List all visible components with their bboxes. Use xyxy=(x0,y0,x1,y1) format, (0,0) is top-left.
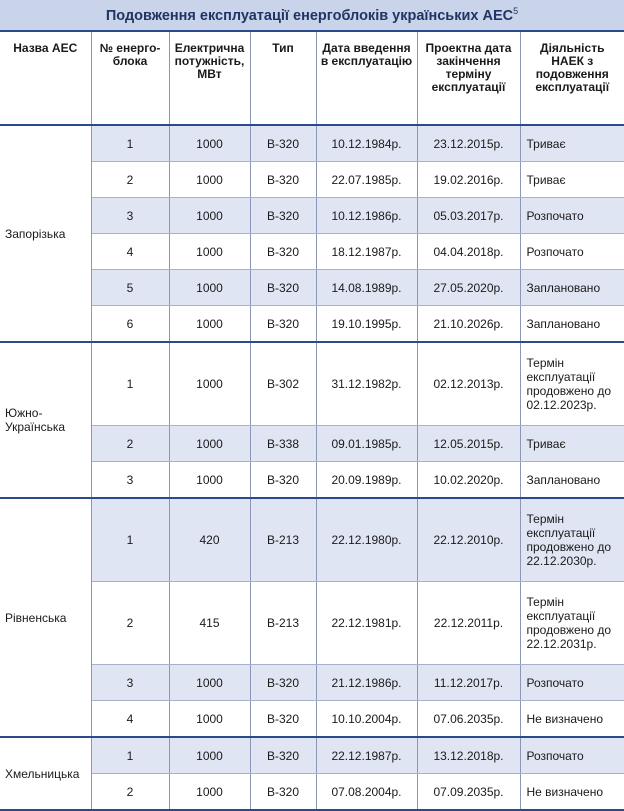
cell-start-date: 22.12.1981р. xyxy=(316,582,417,665)
cell-start-date: 10.12.1984р. xyxy=(316,125,417,162)
cell-design-end-date: 05.03.2017р. xyxy=(417,198,520,234)
cell-unit-number: 3 xyxy=(91,198,169,234)
table-row xyxy=(0,125,624,162)
cell-capacity: 1000 xyxy=(169,234,250,270)
cell-extension-status: Заплановано xyxy=(520,462,624,499)
cell-extension-status: Триває xyxy=(520,125,624,162)
table-row xyxy=(0,162,624,198)
table-row xyxy=(0,701,624,738)
header-type: Тип xyxy=(250,32,316,125)
cell-unit-number: 1 xyxy=(91,342,169,426)
cell-extension-status: Розпочато xyxy=(520,234,624,270)
cell-start-date: 09.01.1985р. xyxy=(316,426,417,462)
cell-start-date: 31.12.1982р. xyxy=(316,342,417,426)
cell-design-end-date: 22.12.2011р. xyxy=(417,582,520,665)
cell-reactor-type: В-338 xyxy=(250,426,316,462)
station-name: Запорізька xyxy=(0,125,91,342)
cell-extension-status: Термін експлуатації продовжено до 22.12.2031р. xyxy=(520,582,624,665)
cell-capacity: 1000 xyxy=(169,162,250,198)
table-row xyxy=(0,665,624,701)
cell-unit-number: 2 xyxy=(91,162,169,198)
cell-start-date: 22.12.1980р. xyxy=(316,498,417,582)
station-name: Хмельницька xyxy=(0,737,91,810)
cell-capacity: 1000 xyxy=(169,774,250,811)
cell-capacity: 1000 xyxy=(169,737,250,774)
cell-design-end-date: 11.12.2017р. xyxy=(417,665,520,701)
table-row xyxy=(0,582,624,665)
station-name: Южно-Українська xyxy=(0,342,91,498)
cell-extension-status: Не визначено xyxy=(520,774,624,811)
cell-reactor-type: В-320 xyxy=(250,234,316,270)
cell-unit-number: 5 xyxy=(91,270,169,306)
cell-design-end-date: 02.12.2013р. xyxy=(417,342,520,426)
cell-start-date: 14.08.1989р. xyxy=(316,270,417,306)
cell-reactor-type: В-320 xyxy=(250,306,316,343)
cell-extension-status: Заплановано xyxy=(520,306,624,343)
cell-unit-number: 4 xyxy=(91,701,169,738)
cell-start-date: 21.12.1986р. xyxy=(316,665,417,701)
cell-capacity: 1000 xyxy=(169,270,250,306)
cell-start-date: 22.07.1985р. xyxy=(316,162,417,198)
cell-design-end-date: 19.02.2016р. xyxy=(417,162,520,198)
cell-extension-status: Триває xyxy=(520,162,624,198)
station-name: Рівненська xyxy=(0,498,91,737)
cell-extension-status: Розпочато xyxy=(520,665,624,701)
cell-unit-number: 6 xyxy=(91,306,169,343)
cell-design-end-date: 04.04.2018р. xyxy=(417,234,520,270)
cell-unit-number: 3 xyxy=(91,665,169,701)
header-capacity: Електрична потужність, МВт xyxy=(169,32,250,125)
cell-capacity: 1000 xyxy=(169,701,250,738)
cell-extension-status: Не визначено xyxy=(520,701,624,738)
cell-reactor-type: В-320 xyxy=(250,737,316,774)
cell-design-end-date: 22.12.2010р. xyxy=(417,498,520,582)
cell-unit-number: 1 xyxy=(91,737,169,774)
cell-start-date: 22.12.1987р. xyxy=(316,737,417,774)
cell-reactor-type: В-213 xyxy=(250,582,316,665)
cell-unit-number: 1 xyxy=(91,125,169,162)
npp-extension-table xyxy=(0,32,624,811)
cell-capacity: 1000 xyxy=(169,198,250,234)
cell-reactor-type: В-320 xyxy=(250,162,316,198)
cell-capacity: 1000 xyxy=(169,665,250,701)
cell-reactor-type: В-320 xyxy=(250,462,316,499)
cell-reactor-type: В-320 xyxy=(250,270,316,306)
footnote-marker: 5 xyxy=(513,6,519,17)
cell-unit-number: 2 xyxy=(91,582,169,665)
table-title-bar xyxy=(0,0,624,32)
cell-unit-number: 4 xyxy=(91,234,169,270)
cell-design-end-date: 13.12.2018р. xyxy=(417,737,520,774)
cell-start-date: 19.10.1995р. xyxy=(316,306,417,343)
table-row xyxy=(0,774,624,811)
header-unit-number: № енерго-блока xyxy=(91,32,169,125)
cell-reactor-type: В-320 xyxy=(250,198,316,234)
table-row xyxy=(0,426,624,462)
cell-capacity: 415 xyxy=(169,582,250,665)
table-row xyxy=(0,498,624,582)
cell-design-end-date: 27.05.2020р. xyxy=(417,270,520,306)
cell-extension-status: Заплановано xyxy=(520,270,624,306)
table-title: Подовження експлуатації енергоблоків українських АЕС$^5$ xyxy=(105,6,519,24)
cell-capacity: 1000 xyxy=(169,125,250,162)
table-row xyxy=(0,198,624,234)
header-station: Назва АЕС xyxy=(0,32,91,125)
table-row xyxy=(0,234,624,270)
cell-extension-status: Розпочато xyxy=(520,737,624,774)
cell-extension-status: Триває xyxy=(520,426,624,462)
cell-unit-number: 2 xyxy=(91,426,169,462)
cell-start-date: 18.12.1987р. xyxy=(316,234,417,270)
table-row xyxy=(0,270,624,306)
cell-capacity: 1000 xyxy=(169,426,250,462)
cell-reactor-type: В-320 xyxy=(250,665,316,701)
cell-design-end-date: 10.02.2020р. xyxy=(417,462,520,499)
cell-extension-status: Термін експлуатації продовжено до 22.12.2030р. xyxy=(520,498,624,582)
header-extension-status: Діяльність НАЕК з подовження експлуатації xyxy=(520,32,624,125)
table-row xyxy=(0,462,624,499)
cell-capacity: 1000 xyxy=(169,462,250,499)
cell-design-end-date: 07.09.2035р. xyxy=(417,774,520,811)
cell-design-end-date: 21.10.2026р. xyxy=(417,306,520,343)
table-row xyxy=(0,306,624,343)
cell-start-date: 20.09.1989р. xyxy=(316,462,417,499)
header-row xyxy=(0,32,624,125)
cell-reactor-type: В-320 xyxy=(250,774,316,811)
cell-reactor-type: В-320 xyxy=(250,701,316,738)
cell-capacity: 420 xyxy=(169,498,250,582)
cell-design-end-date: 23.12.2015р. xyxy=(417,125,520,162)
cell-unit-number: 3 xyxy=(91,462,169,499)
cell-extension-status: Розпочато xyxy=(520,198,624,234)
cell-start-date: 10.10.2004р. xyxy=(316,701,417,738)
cell-start-date: 07.08.2004р. xyxy=(316,774,417,811)
table-row xyxy=(0,737,624,774)
cell-design-end-date: 12.05.2015р. xyxy=(417,426,520,462)
cell-start-date: 10.12.1986р. xyxy=(316,198,417,234)
cell-reactor-type: В-213 xyxy=(250,498,316,582)
cell-unit-number: 1 xyxy=(91,498,169,582)
cell-extension-status: Термін експлуатації продовжено до 02.12.2023р. xyxy=(520,342,624,426)
header-start-date: Дата введення в експлуатацію xyxy=(316,32,417,125)
cell-reactor-type: В-302 xyxy=(250,342,316,426)
cell-capacity: 1000 xyxy=(169,342,250,426)
cell-unit-number: 2 xyxy=(91,774,169,811)
table-row xyxy=(0,342,624,426)
header-design-end-date: Проектна дата закінчення терміну експлуатації xyxy=(417,32,520,125)
cell-reactor-type: В-320 xyxy=(250,125,316,162)
cell-capacity: 1000 xyxy=(169,306,250,343)
cell-design-end-date: 07.06.2035р. xyxy=(417,701,520,738)
